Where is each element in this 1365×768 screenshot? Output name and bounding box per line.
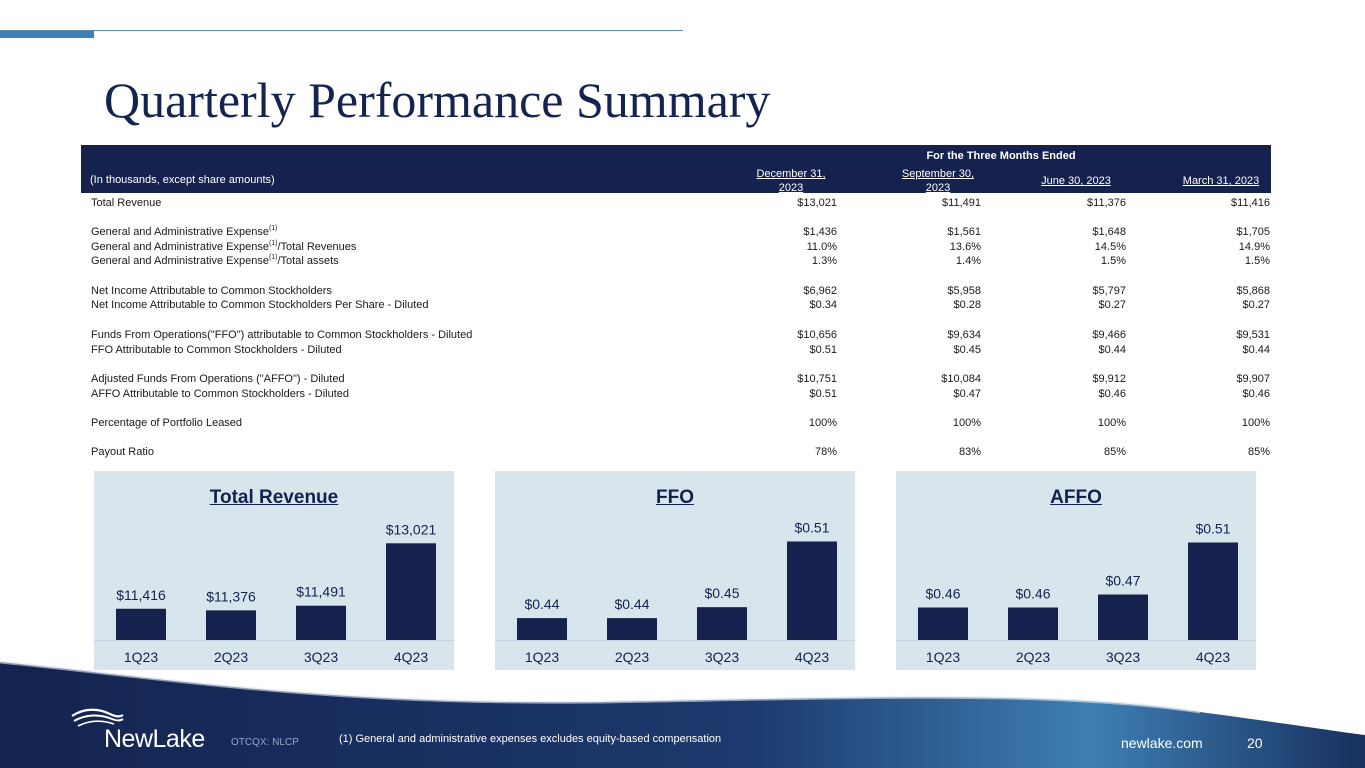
cell-value: $9,634 (947, 329, 981, 341)
cell-value: 14.9% (1238, 241, 1270, 253)
cell-value: $10,656 (797, 329, 837, 341)
cell-value: $0.51 (809, 344, 837, 356)
table-row (81, 445, 1271, 459)
bar (697, 607, 747, 640)
cell-value: $1,705 (1236, 226, 1270, 238)
category-label: 1Q23 (524, 649, 560, 665)
table-row (81, 387, 1271, 401)
table-row (81, 372, 1271, 386)
cell-value: $0.27 (1098, 299, 1126, 311)
cell-value: $0.46 (1098, 388, 1126, 400)
row-label: Funds From Operations("FFO") attributable to Common Stockholders - Diluted (91, 329, 473, 341)
bar (1188, 543, 1238, 641)
row-label: Percentage of Portfolio Leased (91, 417, 243, 429)
column-header-dec (731, 167, 851, 195)
row-label: AFFO Attributable to Common Stockholders - Diluted (91, 388, 349, 400)
table-row (81, 240, 1271, 254)
category-label: 3Q23 (704, 649, 740, 665)
cell-value: 1.4% (955, 255, 981, 267)
data-label: $11,491 (296, 583, 346, 600)
cell-value: 85% (1103, 446, 1126, 458)
bar (517, 618, 567, 640)
page-number: 20 (1247, 735, 1263, 751)
category-label: 1Q23 (925, 649, 961, 665)
cell-value: 1.5% (1100, 255, 1126, 267)
cell-value: $0.44 (1098, 344, 1126, 356)
category-label: 2Q23 (614, 649, 650, 665)
category-label: 4Q23 (794, 649, 830, 665)
data-label: $0.46 (925, 585, 961, 602)
column-header-jun (1016, 174, 1136, 188)
column-header-line: September 30, (901, 168, 975, 180)
row-label: Payout Ratio (91, 446, 154, 458)
cell-value: 83% (958, 446, 981, 458)
bar (787, 541, 837, 640)
data-label: $0.51 (1195, 520, 1231, 537)
row-label: Total Revenue (91, 197, 162, 209)
header-rule (0, 30, 683, 31)
cell-value: 100% (808, 417, 837, 429)
data-label: $13,021 (385, 521, 437, 538)
ticker-symbol: OTCQX: NLCP (231, 737, 299, 748)
category-label: 1Q23 (123, 649, 159, 665)
column-header-line: June 30, 2023 (1041, 175, 1111, 187)
cell-value: 85% (1247, 446, 1270, 458)
footnote: (1) General and administrative expenses excludes equity-based compensation (339, 733, 722, 745)
category-label: 2Q23 (1015, 649, 1051, 665)
cell-value: $11,491 (942, 197, 981, 209)
cell-value: $0.47 (953, 388, 981, 400)
website-link[interactable]: newlake.com (1121, 735, 1203, 751)
data-label: $0.47 (1105, 572, 1141, 589)
cell-value: $9,531 (1236, 329, 1270, 341)
category-label: 4Q23 (1195, 649, 1231, 665)
bar (607, 618, 657, 640)
table-row (81, 343, 1271, 357)
cell-value: $0.46 (1242, 388, 1270, 400)
cell-value: $1,436 (803, 226, 837, 238)
cell-value: $0.44 (1242, 344, 1270, 356)
table-row (81, 225, 1271, 239)
cell-value: 100% (952, 417, 981, 429)
header-accent (0, 31, 94, 38)
cell-value: $0.51 (809, 388, 837, 400)
bar (116, 609, 166, 640)
chart-title: FFO (656, 487, 694, 508)
table-row (81, 416, 1271, 430)
category-label: 3Q23 (303, 649, 339, 665)
bar (386, 543, 436, 640)
column-header-line: March 31, 2023 (1182, 175, 1260, 187)
row-label: Adjusted Funds From Operations ("AFFO") - Diluted (91, 373, 345, 385)
category-label: 4Q23 (393, 649, 429, 665)
cell-value: $9,907 (1236, 373, 1270, 385)
bar (1008, 608, 1058, 641)
cell-value: $5,797 (1092, 285, 1126, 297)
table-row (81, 298, 1271, 312)
cell-value: 100% (1097, 417, 1126, 429)
data-label: $0.44 (614, 596, 650, 613)
table-header (81, 145, 1271, 193)
category-label: 3Q23 (1105, 649, 1141, 665)
cell-value: $5,958 (947, 285, 981, 297)
cell-value: $9,912 (1092, 373, 1126, 385)
row-label: General and Administrative Expense$^{(1)}$ (91, 225, 278, 238)
table-row (81, 284, 1271, 298)
cell-value: $13,021 (797, 197, 837, 209)
cell-value: 11.0% (806, 241, 837, 253)
data-label: $11,416 (116, 586, 166, 603)
cell-value: $11,376 (1087, 197, 1126, 209)
bar (918, 608, 968, 641)
cell-value: $10,084 (941, 373, 981, 385)
page-title: Quarterly Performance Summary (104, 72, 771, 128)
cell-value: $1,648 (1092, 226, 1126, 238)
table-row (81, 254, 1271, 268)
cell-value: $0.34 (809, 299, 837, 311)
cell-value: 1.3% (811, 255, 837, 267)
cell-value: $0.28 (953, 299, 981, 311)
column-header-line: December 31, (756, 168, 826, 180)
period-heading: For the Three Months Ended (926, 150, 1076, 162)
column-header-mar (1161, 174, 1281, 188)
cell-value: $11,416 (1231, 197, 1270, 209)
data-label: $0.51 (794, 519, 830, 536)
cell-value: $0.27 (1242, 299, 1270, 311)
row-label: FFO Attributable to Common Stockholders - Diluted (91, 344, 342, 356)
data-label: $0.46 (1015, 585, 1051, 602)
data-label: $0.45 (704, 585, 740, 602)
column-header-sep (868, 167, 1008, 195)
cell-value: $9,466 (1092, 329, 1126, 341)
cell-value: $1,561 (947, 226, 981, 238)
column-header-line: 2023 (778, 182, 804, 194)
cell-value: $5,868 (1236, 285, 1270, 297)
cell-value: 14.5% (1094, 241, 1126, 253)
row-label: General and Administrative Expense$^{(1)}$/Total assets (91, 254, 339, 267)
logo-wordmark: NewLake (104, 725, 205, 753)
cell-value: $10,751 (797, 373, 837, 385)
cell-value: 100% (1241, 417, 1270, 429)
row-label: Net Income Attributable to Common Stockholders (91, 285, 332, 297)
cell-value: $6,962 (803, 285, 837, 297)
column-header-line: 2023 (925, 182, 951, 194)
bar (206, 610, 256, 640)
data-label: $11,376 (206, 588, 256, 605)
cell-value: 13.6% (949, 241, 981, 253)
units-note: (In thousands, except share amounts) (90, 174, 275, 186)
data-label: $0.44 (524, 596, 560, 613)
category-label: 2Q23 (213, 649, 249, 665)
chart-title: Total Revenue (209, 487, 339, 508)
bar (296, 606, 346, 640)
table-row (81, 328, 1271, 342)
chart-title: AFFO (1050, 487, 1102, 508)
row-label: General and Administrative Expense$^{(1)}$/Total Revenues (91, 240, 357, 253)
cell-value: 78% (814, 446, 837, 458)
row-label: Net Income Attributable to Common Stockholders Per Share - Diluted (91, 299, 429, 311)
bar (1098, 595, 1148, 641)
cell-value: $0.45 (953, 344, 981, 356)
cell-value: 1.5% (1244, 255, 1270, 267)
table-row (81, 196, 1271, 210)
